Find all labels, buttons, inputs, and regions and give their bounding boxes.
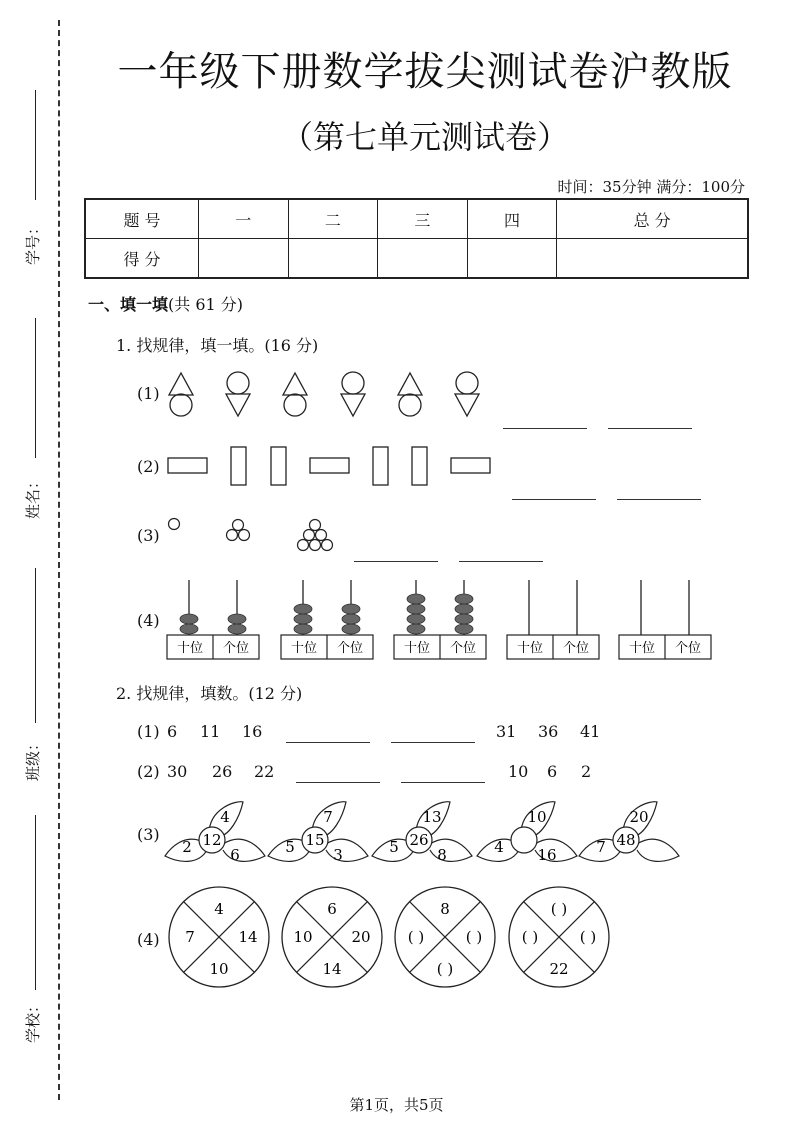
flower-center-number: 26 bbox=[409, 831, 429, 849]
ones-label: 个位 bbox=[562, 641, 590, 656]
circle-right-number: 14 bbox=[238, 928, 258, 946]
triangle-icon bbox=[341, 394, 365, 416]
circle-icon bbox=[169, 519, 180, 530]
section1-note: (共 61 分) bbox=[168, 295, 244, 314]
flower-top-number: 10 bbox=[527, 808, 547, 826]
abacus-bead bbox=[342, 604, 360, 614]
flower-right-number: 3 bbox=[333, 846, 343, 864]
circle-icon bbox=[304, 530, 315, 541]
abacus bbox=[619, 580, 711, 659]
q2-heading: 2. 找规律，填数。(12 分) bbox=[116, 684, 303, 703]
flower-top-number: 4 bbox=[220, 808, 230, 826]
banji-label: 班级： bbox=[24, 735, 43, 782]
vertical-rect-icon bbox=[412, 447, 427, 485]
horizontal-rect-icon bbox=[310, 458, 349, 473]
circle-right-number: ( ) bbox=[579, 928, 597, 946]
abacus bbox=[507, 580, 599, 659]
q2-1-num: 11 bbox=[200, 722, 221, 741]
q2-4-label: (4) bbox=[137, 930, 160, 949]
tens-label: 十位 bbox=[176, 641, 204, 656]
q2-3-label: (3) bbox=[137, 825, 160, 844]
abacus-bead bbox=[407, 604, 425, 614]
circle-top-number: ( ) bbox=[550, 900, 568, 918]
q2-1-num: 31 bbox=[496, 722, 517, 741]
q2-2-num: 26 bbox=[212, 762, 233, 781]
flower bbox=[372, 802, 472, 864]
flower-top-number: 20 bbox=[629, 808, 649, 826]
score-header-cell: 二 bbox=[288, 199, 378, 239]
triangle-icon bbox=[455, 394, 479, 416]
flower bbox=[477, 802, 577, 864]
score-header-cell: 总 分 bbox=[557, 199, 748, 239]
circle-icon bbox=[322, 540, 333, 551]
triangle-icon bbox=[398, 373, 422, 395]
tens-label: 十位 bbox=[516, 641, 544, 656]
abacus-bead bbox=[294, 624, 312, 634]
tens-label: 十位 bbox=[628, 641, 656, 656]
abacus-bead bbox=[228, 614, 246, 624]
tens-label: 十位 bbox=[403, 641, 431, 656]
page-subtitle: （第七单元测试卷） bbox=[280, 118, 569, 156]
circle-bottom-number: 22 bbox=[549, 960, 569, 978]
abacus-bead bbox=[455, 594, 473, 604]
flower bbox=[268, 802, 368, 864]
triangle-icon bbox=[169, 373, 193, 395]
triangle-icon bbox=[226, 394, 250, 416]
flower-left-number: 7 bbox=[596, 838, 606, 856]
circle-icon bbox=[399, 394, 421, 416]
score-header-cell: 题 号 bbox=[85, 199, 199, 239]
q2-2-num: 6 bbox=[547, 762, 558, 781]
abacus-bead bbox=[228, 624, 246, 634]
abacus-bead bbox=[180, 624, 198, 634]
horizontal-rect-icon bbox=[168, 458, 207, 473]
circle-icon bbox=[227, 530, 238, 541]
q2-2-num: 2 bbox=[581, 762, 592, 781]
abacus-bead bbox=[407, 624, 425, 634]
score-header-cell: 四 bbox=[467, 199, 557, 239]
flower-top-number: 13 bbox=[422, 808, 442, 826]
flower-right-number: 6 bbox=[230, 846, 240, 864]
q1-1-blank-2[interactable] bbox=[608, 428, 692, 429]
circle-left-number: 10 bbox=[293, 928, 313, 946]
flower-center-number: 48 bbox=[616, 831, 636, 849]
flower-right-number: 8 bbox=[437, 846, 447, 864]
q2-2-num: 22 bbox=[254, 762, 275, 781]
cross-circle bbox=[169, 887, 269, 987]
flower-petal-right bbox=[637, 839, 679, 861]
circle-right-number: ( ) bbox=[465, 928, 483, 946]
abacus-bead bbox=[342, 624, 360, 634]
q2-1-label: (1) bbox=[137, 722, 160, 741]
circle-icon bbox=[170, 394, 192, 416]
circle-top-number: 4 bbox=[214, 900, 224, 918]
q2-1-num: 16 bbox=[242, 722, 263, 741]
abacus-bead bbox=[407, 594, 425, 604]
q1-3-blank-1[interactable] bbox=[354, 561, 438, 562]
circle-icon bbox=[239, 530, 250, 541]
circle-bottom-number: 14 bbox=[322, 960, 342, 978]
q1-2-label: (2) bbox=[137, 457, 160, 476]
q2-4-circle-group bbox=[169, 887, 609, 987]
abacus-bead bbox=[455, 604, 473, 614]
q1-heading: 1. 找规律，填一填。(16 分) bbox=[116, 336, 319, 355]
score-row-label: 得 分 bbox=[85, 239, 199, 279]
q1-4-label: (4) bbox=[137, 611, 160, 630]
q2-1-num: 36 bbox=[538, 722, 559, 741]
flower-top-number: 7 bbox=[323, 808, 333, 826]
vertical-rect-icon bbox=[373, 447, 388, 485]
q1-4-abacus-group bbox=[167, 580, 711, 659]
xingming-label: 姓名： bbox=[24, 473, 43, 520]
circle-icon bbox=[227, 372, 249, 394]
circle-top-number: 6 bbox=[327, 900, 337, 918]
cross-circle bbox=[282, 887, 382, 987]
q1-3-label: (3) bbox=[137, 526, 160, 545]
q2-2-num: 30 bbox=[167, 762, 188, 781]
xuexiao-label: 学校： bbox=[24, 997, 43, 1044]
q2-3-flower-group bbox=[165, 802, 679, 864]
page-footer: 第1页，共5页 bbox=[349, 1096, 444, 1114]
circle-icon bbox=[284, 394, 306, 416]
q1-1-shapes bbox=[169, 372, 479, 416]
circle-bottom-number: 10 bbox=[209, 960, 229, 978]
ones-label: 个位 bbox=[336, 641, 364, 656]
abacus bbox=[167, 580, 259, 659]
circle-left-number: 7 bbox=[185, 928, 195, 946]
flower-left-number: 4 bbox=[494, 838, 504, 856]
q1-1-blank-1[interactable] bbox=[503, 428, 587, 429]
xuehao-label: 学号： bbox=[24, 219, 43, 266]
abacus-bead bbox=[294, 604, 312, 614]
circle-icon bbox=[316, 530, 327, 541]
score-header-cell: 三 bbox=[378, 199, 468, 239]
q2-2-blank-2[interactable] bbox=[401, 782, 485, 783]
ones-label: 个位 bbox=[449, 641, 477, 656]
circle-icon bbox=[310, 520, 321, 531]
q1-3-shapes bbox=[169, 519, 333, 551]
vertical-rect-icon bbox=[271, 447, 286, 485]
flower-center bbox=[511, 827, 537, 853]
circle-bottom-number: ( ) bbox=[436, 960, 454, 978]
q1-2-shapes bbox=[168, 447, 490, 485]
tens-label: 十位 bbox=[290, 641, 318, 656]
abacus-bead bbox=[294, 614, 312, 624]
circle-left-number: ( ) bbox=[521, 928, 539, 946]
q1-2-blank-1[interactable] bbox=[512, 499, 596, 500]
circle-right-number: 20 bbox=[351, 928, 371, 946]
circle-left-number: ( ) bbox=[407, 928, 425, 946]
circle-icon bbox=[456, 372, 478, 394]
horizontal-rect-icon bbox=[451, 458, 490, 473]
q2-2-label: (2) bbox=[137, 762, 160, 781]
ones-label: 个位 bbox=[674, 641, 702, 656]
section1-title: 一、填一填 bbox=[88, 295, 169, 314]
score-header-cell: 一 bbox=[199, 199, 289, 239]
q1-1-label: (1) bbox=[137, 384, 160, 403]
flower bbox=[579, 802, 679, 862]
circle-top-number: 8 bbox=[440, 900, 450, 918]
abacus-bead bbox=[342, 614, 360, 624]
circle-icon bbox=[233, 520, 244, 531]
ones-label: 个位 bbox=[222, 641, 250, 656]
cross-circle bbox=[509, 887, 609, 987]
flower-left-number: 5 bbox=[389, 838, 399, 856]
q2-1-blank-1[interactable] bbox=[286, 742, 370, 743]
q1-3-blank-2[interactable] bbox=[459, 561, 543, 562]
cross-circle bbox=[395, 887, 495, 987]
abacus-bead bbox=[407, 614, 425, 624]
q1-2-blank-2[interactable] bbox=[617, 499, 701, 500]
q2-2-num: 10 bbox=[508, 762, 529, 781]
flower-center-number: 12 bbox=[202, 831, 222, 849]
flower-left-number: 5 bbox=[285, 838, 295, 856]
flower bbox=[165, 802, 265, 864]
q2-1-blank-2[interactable] bbox=[391, 742, 475, 743]
q2-1-num: 6 bbox=[167, 722, 178, 741]
circle-icon bbox=[342, 372, 364, 394]
q2-1-num: 41 bbox=[580, 722, 601, 741]
vertical-rect-icon bbox=[231, 447, 246, 485]
flower-center-number: 15 bbox=[305, 831, 325, 849]
abacus bbox=[281, 580, 373, 659]
flower-right-number: 16 bbox=[537, 846, 557, 864]
abacus-bead bbox=[180, 614, 198, 624]
abacus-bead bbox=[455, 614, 473, 624]
circle-icon bbox=[310, 540, 321, 551]
time-info: 时间：35分钟 满分：100分 bbox=[557, 178, 745, 196]
q2-2-blank-1[interactable] bbox=[296, 782, 380, 783]
circle-icon bbox=[298, 540, 309, 551]
abacus bbox=[394, 580, 486, 659]
abacus-bead bbox=[455, 624, 473, 634]
triangle-icon bbox=[283, 373, 307, 395]
flower-left-number: 2 bbox=[182, 838, 192, 856]
page-title: 一年级下册数学拔尖测试卷沪教版 bbox=[117, 49, 733, 95]
